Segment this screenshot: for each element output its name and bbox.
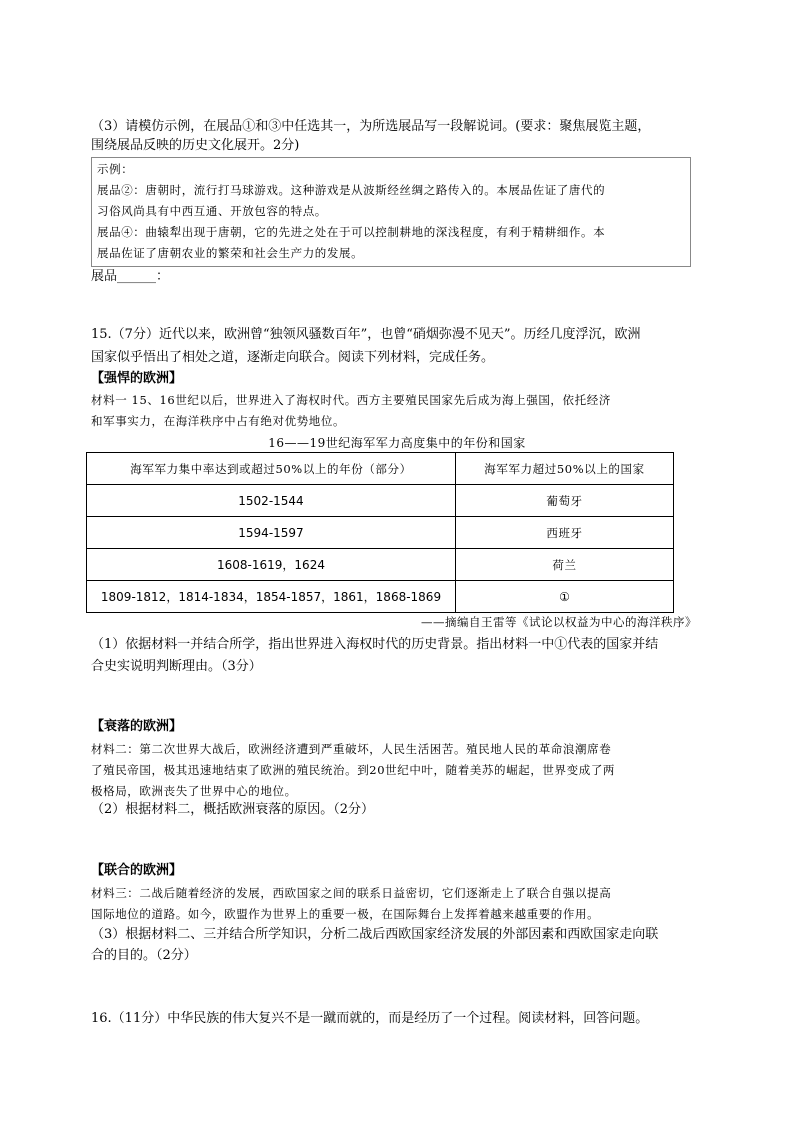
table-cell-country: 荷兰 <box>456 549 674 581</box>
table-cell-country: 葡萄牙 <box>456 485 674 517</box>
q15-question2: （2）根据材料二，概括欧洲衰落的原因。（2分） <box>91 802 375 817</box>
q16-intro: 16.（11分）中华民族的伟大复兴不是一蹴而就的，而是经历了一个过程。阅读材料，回答问题。 <box>91 1011 649 1026</box>
material1-line2: 和军事实力，在海洋秩序中占有绝对优势地位。 <box>91 414 346 428</box>
material2-line3: 极格局，欧洲丧失了世界中心的地位。 <box>91 784 297 798</box>
table-row <box>87 485 674 517</box>
example-label: 示例： <box>97 162 134 176</box>
table-header-cell: 海军军力超过50%以上的国家 <box>456 453 674 485</box>
table-cell-country: 西班牙 <box>456 517 674 549</box>
section-title-strong-europe: 【强悍的欧洲】 <box>91 371 183 386</box>
table-caption: 16——19世纪海军军力高度集中的年份和国家 <box>268 436 526 450</box>
table-header-row <box>87 453 674 485</box>
section-title-united-europe: 【联合的欧洲】 <box>91 863 183 878</box>
q15-question3-line2: 合的目的。（2分） <box>91 948 197 963</box>
answer-prompt: 展品______： <box>91 269 170 284</box>
material2-line2: 了殖民帝国，极其迅速地结束了欧洲的殖民统治。到20世纪中叶，随着美苏的崛起，世界变成了两 <box>91 763 616 777</box>
table-cell-years: 1608-1619，1624 <box>87 549 456 581</box>
example-box <box>91 157 691 267</box>
table-cell-years: 1594-1597 <box>87 517 456 549</box>
q15-intro-line2: 国家似乎悟出了相处之道，逐渐走向联合。阅读下列材料，完成任务。 <box>91 350 495 365</box>
section-title-declining-europe: 【衰落的欧洲】 <box>91 719 183 734</box>
example-line: 展品②：唐朝时，流行打马球游戏。这种游戏是从波斯经丝绸之路传入的。本展品佐证了唐代的 <box>97 183 606 197</box>
q14-part3-line1: （3）请模仿示例，在展品①和③中任选其一，为所选展品写一段解说词。(要求：聚焦展览主题， <box>91 119 651 134</box>
table-row <box>87 517 674 549</box>
table-cell-years: 1809-1812，1814-1834，1854-1857，1861，1868-1869 <box>87 581 456 613</box>
table-header-cell: 海军军力集中率达到或超过50%以上的年份（部分） <box>87 453 456 485</box>
material3-line1: 材料三：二战后随着经济的发展，西欧国家之间的联系日益密切，它们逐渐走上了联合自强以提高 <box>91 886 612 900</box>
q14-part3-line2: 围绕展品反映的历史文化展开。2分) <box>91 138 300 153</box>
table-row <box>87 549 674 581</box>
q15-intro-line1: 15.（7分）近代以来，欧洲曾“独领风骚数百年”，也曾“硝烟弥漫不见天”。历经几度浮沉，欧洲 <box>91 327 641 342</box>
material1-line1: 材料一 15、16世纪以后，世界进入了海权时代。西方主要殖民国家先后成为海上强国，依托经济 <box>91 393 611 407</box>
q15-question3-line1: （3）根据材料二、三并结合所学知识，分析二战后西欧国家经济发展的外部因素和西欧国家走向联 <box>91 927 659 942</box>
q15-question1-line2: 合史实说明判断理由。（3分） <box>91 659 262 674</box>
table-source: ——摘编自王雷等《试论以权益为中心的海洋秩序》 <box>421 615 697 629</box>
naval-power-table <box>86 452 674 613</box>
material3-line2: 国际地位的道路。如今，欧盟作为世界上的重要一极，在国际舞台上发挥着越来越重要的作用。 <box>91 907 600 921</box>
table-row <box>87 581 674 613</box>
q15-question1-line1: （1）依据材料一并结合所学，指出世界进入海权时代的历史背景。指出材料一中①代表的国家并结 <box>91 637 659 652</box>
material2-line1: 材料二：第二次世界大战后，欧洲经济遭到严重破坏，人民生活困苦。殖民地人民的革命浪潮席卷 <box>91 742 612 756</box>
table-cell-country: ① <box>456 581 674 613</box>
table-cell-years: 1502-1544 <box>87 485 456 517</box>
example-line: 展品④：曲辕犁出现于唐朝，它的先进之处在于可以控制耕地的深浅程度，有利于精耕细作。本 <box>97 225 606 239</box>
example-line: 习俗风尚具有中西互通、开放包容的特点。 <box>97 204 327 218</box>
example-line: 展品佐证了唐朝农业的繁荣和社会生产力的发展。 <box>97 246 364 260</box>
